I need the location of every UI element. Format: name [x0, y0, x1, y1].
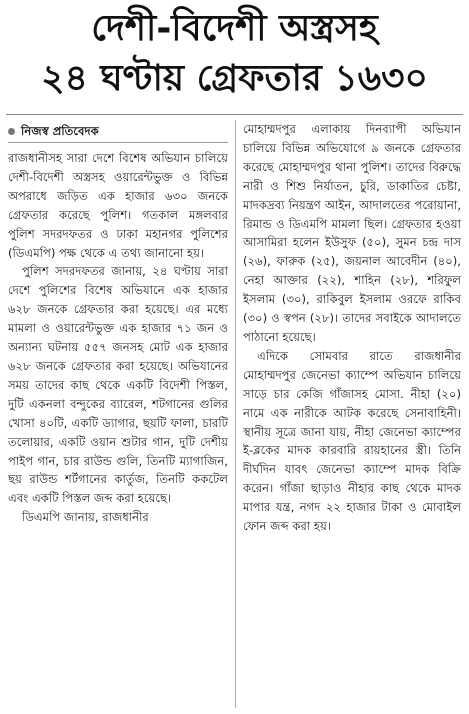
article-column-right: [243, 120, 461, 536]
article-paragraph: এদিকে সোমবার রাতে রাজধানীর মোহাম্মদপুর জেনেভা ক্যাম্পে অভিযান চালিয়ে সাড়ে চার কেজি গাঁজাসহ মোসা. নীহা (২০) নামে এক নারীকে আটক করেছে সেনাবাহিনী। স্থানীয় সূত্রে জানা যায়, নীহা জেনেভা ক্যাম্পের ই-ব্লকের মাদক কারবারি রায়হানের স্ত্রী। তিনি দীর্ঘদিন যাবৎ জেনেভা ক্যাম্পে মাদক বিক্রি করেন। গাঁজা ছাড়াও নীহার কাছ থেকে মাদক মাপার যন্ত্র, নগদ ২২ হাজার টাকা ও মোবাইল ফোন জব্দ করা হয়।: [243, 348, 461, 534]
byline-text: নিজস্ব প্রতিবেদক: [21, 123, 99, 138]
article-paragraph: ডিএমপি জানায়, রাজধানীর: [22, 510, 149, 525]
article-paragraph: পুলিশ সদরদফতর জানায়, ২৪ ঘণ্টায় সারা দেশে পুলিশের বিশেষ অভিযানে এক হাজার ৬২৮ জনকে গ্রেফতার করা হয়েছে। এর মধ্যে মামলা ও ওয়ারেন্টভুক্ত এক হাজার ৭১ জন ও অন্যান্য ঘটনায় ৫৫৭ জনসহ মোট এক হাজার ৬২৮ জনকে গ্রেফতার করা হয়েছে। অভিযানের সময় তাদের কাছ থেকে একটি বিদেশী পিস্তল, দুটি একনলা বন্দুকের ব্যারেল, শটগানের গুলির খোসা ৪০টি, একটি ড্যাগার, ছয়টি ফালা, চারটি তলোয়ার, একটি ওয়ান শুটার গান, দুটি দেশীয় পাইপ গান, চার রাউন্ড গুলি, তিনটি ম্যাগাজিন, ছয় রাউন্ড শর্টগানের কার্তুজ, তিনটি ককটেল এবং একটি পিস্তল জব্দ করা হয়েছে।: [8, 264, 228, 506]
article-paragraph: রাজধানীসহ সারা দেশে বিশেষ অভিযান চালিয়ে দেশী-বিদেশী অস্ত্রসহ ওয়ারেন্টভুক্ত ও বিভিন্ন অপরাধে জড়িত এক হাজার ৬৩০ জনকে গ্রেফতার করেছে পুলিশ। গতকাল মঙ্গলবার পুলিশ সদরদফতর ও ঢাকা মহানগর পুলিশের (ডিএমপি) পক্ষ থেকে এ তথ্য জানানো হয়।: [8, 151, 228, 260]
headline-line-2: ২৪ ঘণ্টায় গ্রেফতার ১৬৩০: [41, 58, 428, 99]
headline: [0, 4, 469, 104]
article-column-left: [8, 120, 228, 527]
article-paragraph: মোহাম্মদপুর এলাকায় দিনব্যাপী অভিযান চালিয়ে বিভিন্ন অভিযোগে ৯ জনকে গ্রেফতার করেছে মোহাম্মদপুর থানা পুলিশ। তাদের বিরুদ্ধে নারী ও শিশু নির্যাতন, চুরি, ডাকাতির চেষ্টা, মাদকদ্রব্য নিয়ন্ত্রণ আইন, আদালতের পরোয়ানা, রিমান্ড ও ডিএমপি মামলা ছিল। গ্রেফতার হওয়া আসামিরা হলেন ইউসুফ (৫০), সুমন চন্দ্র দাস (২৬), ফারুক (২৫), জয়নাল আবেদীন (৪০), নেহা আক্তার (২২), শাহিন (২৮), শরিফুল ইসলাম (৩০), রাকিবুল ইসলাম ওরফে রাকিব (৩০) ও স্বপন (২৮)। তাদের সবাইকে আদালতে পাঠানো হয়েছে।: [243, 122, 461, 344]
headline-divider: [6, 114, 463, 115]
column-divider: [235, 120, 236, 708]
byline: [8, 120, 228, 143]
bullet-icon: [8, 128, 15, 135]
headline-line-1: দেশী-বিদেশী অস্ত্রসহ: [91, 8, 378, 49]
